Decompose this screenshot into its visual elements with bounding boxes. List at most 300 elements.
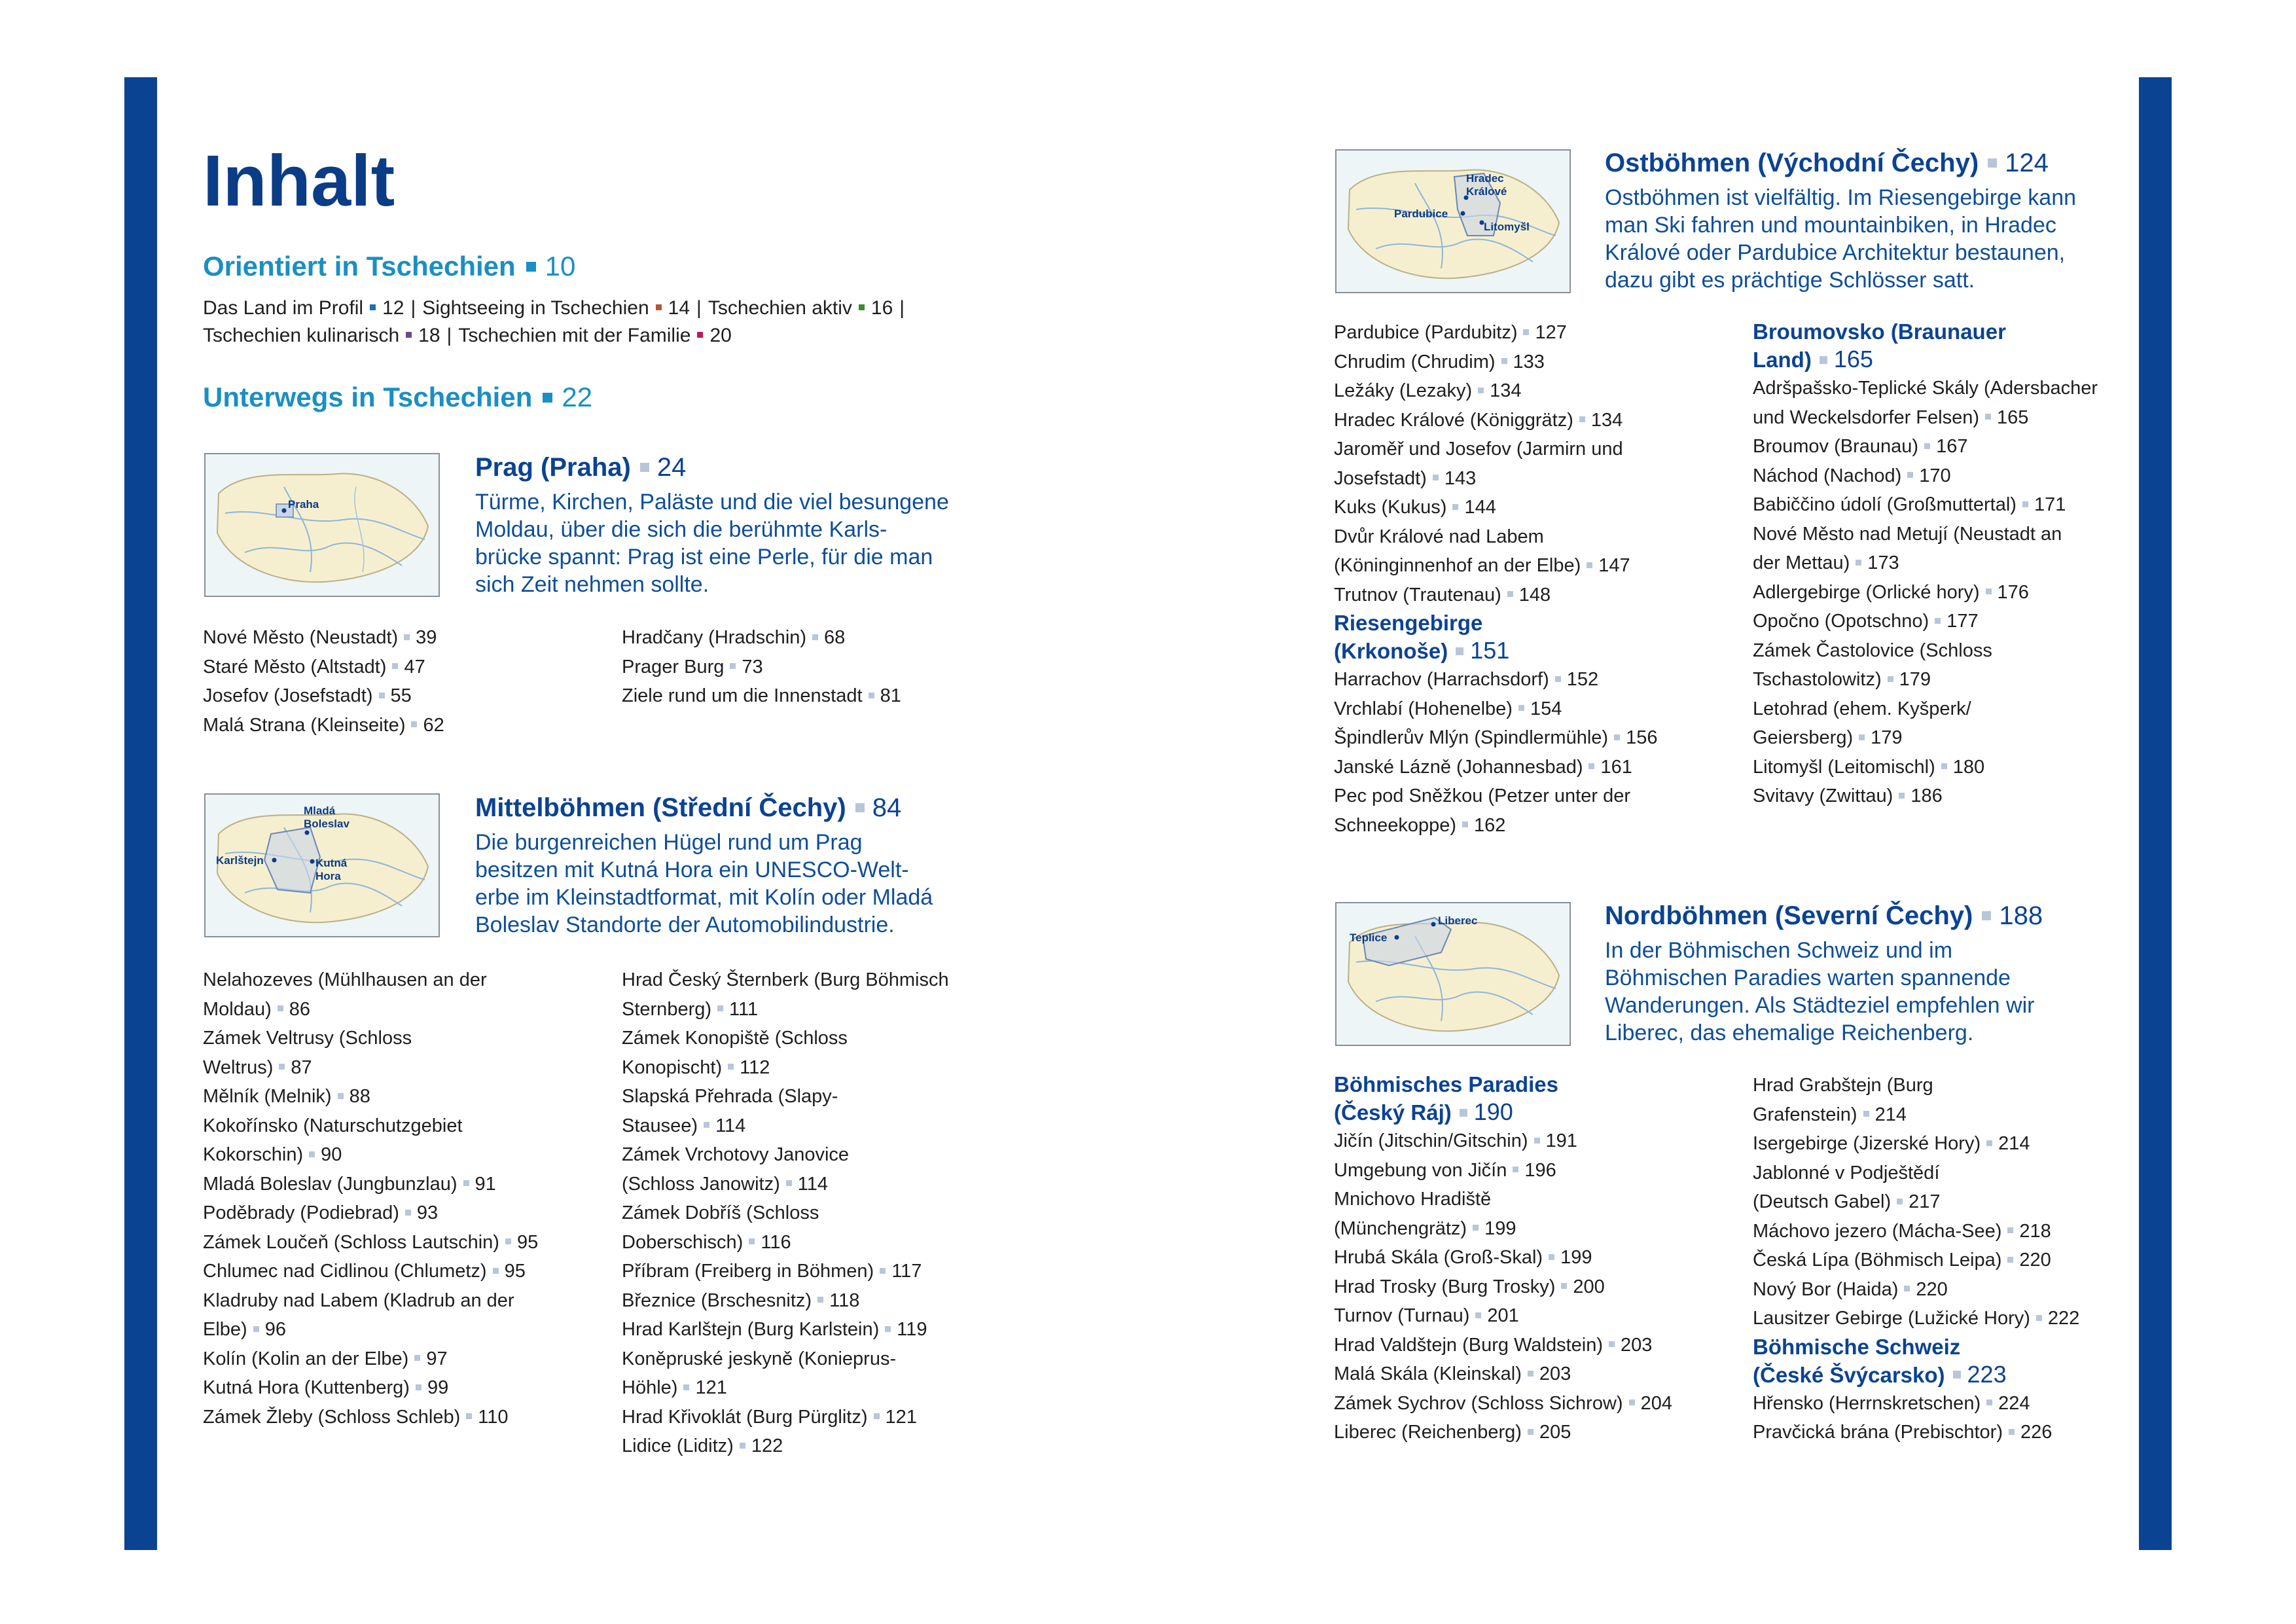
- page-square-icon: [1924, 443, 1930, 449]
- page-square-icon: [1462, 821, 1468, 827]
- map-label: Králové: [1466, 185, 1507, 198]
- toc-entry[interactable]: [203, 1228, 609, 1257]
- entry-page: 90: [321, 1144, 342, 1165]
- entry-label: Adlergebirge (Orlické hory): [1753, 581, 1980, 603]
- page-square-icon: [656, 304, 662, 310]
- entry-label: Josefov (Josefstadt): [203, 685, 373, 706]
- page-square-icon: [1899, 793, 1905, 799]
- entry-page: 165: [1997, 406, 2029, 428]
- description-line: besitzen mit Kutná Hora ein UNESCO-Welt-: [475, 857, 909, 882]
- orientiert-title: Orientiert in Tschechien: [203, 251, 516, 281]
- entry-page: 133: [1513, 351, 1545, 372]
- entry-label: Kokořínsko (Naturschutzgebiet: [203, 1115, 463, 1136]
- map-label: Boleslav: [304, 818, 350, 830]
- page-square-icon: [1897, 1199, 1903, 1204]
- entry-page: 179: [1899, 669, 1931, 690]
- page-square-icon: [855, 803, 865, 812]
- mittel-entries-col1: [203, 965, 609, 1432]
- toc-entry[interactable]: [203, 711, 609, 740]
- page-square-icon: [466, 1413, 472, 1419]
- toc-entry[interactable]: [622, 1140, 1028, 1199]
- entry-label: Hradčany (Hradschin): [622, 627, 807, 648]
- ost-page: 124: [2005, 149, 2049, 177]
- toc-entry[interactable]: [1334, 665, 1740, 695]
- entry-label: Pec pod Sněžkou (Petzer unter der: [1334, 785, 1630, 806]
- entry-page: 95: [516, 1231, 539, 1253]
- toc-entry[interactable]: [1334, 1243, 1740, 1272]
- page-square-icon: [728, 1064, 734, 1070]
- entry-page: 177: [1946, 611, 1979, 632]
- page-square-icon: [278, 1005, 283, 1011]
- page-square-icon: [640, 463, 649, 472]
- toc-entry[interactable]: [203, 1286, 609, 1344]
- toc-entry[interactable]: [1753, 1159, 2139, 1217]
- orientiert-line-2: [203, 322, 956, 350]
- description-line: Die burgenreichen Hügel rund um Prag: [475, 830, 863, 855]
- topic-link[interactable]: Tschechien kulinarisch: [203, 325, 400, 346]
- page-square-icon: [1629, 1399, 1635, 1405]
- topic-link[interactable]: Tschechien aktiv: [708, 297, 852, 319]
- entry-label: Staré Město (Altstadt): [203, 656, 387, 677]
- entry-label: Svitavy (Zwittau): [1753, 785, 1893, 806]
- toc-entry[interactable]: [1753, 1071, 2139, 1129]
- orientiert-line-1: [203, 295, 956, 322]
- toc-entry[interactable]: [1753, 490, 2139, 520]
- toc-entry[interactable]: [622, 1257, 1028, 1286]
- toc-entry[interactable]: [1334, 522, 1740, 581]
- entry-page: 218: [2019, 1220, 2051, 1242]
- entry-label-cont: (Münchengrätz): [1334, 1218, 1467, 1239]
- page-square-icon: [2036, 1315, 2042, 1321]
- entry-page: 199: [1484, 1218, 1516, 1239]
- page-square-icon: [392, 663, 398, 669]
- entry-label: Janské Lázně (Johannesbad): [1334, 756, 1583, 778]
- entry-label-cont: der Mettau): [1753, 552, 1850, 573]
- boehmisches-paradies-heading[interactable]: [1334, 1071, 1740, 1127]
- entry-page: 134: [1590, 409, 1623, 431]
- entry-label: Broumov (Braunau): [1753, 436, 1919, 457]
- entry-label: Prager Burg: [622, 656, 725, 677]
- toc-entry[interactable]: [203, 1170, 609, 1199]
- page-square-icon: [730, 663, 736, 669]
- entry-label: Zámek Častolovice (Schloss: [1753, 640, 1992, 661]
- description-line: brücke spannt: Prag ist eine Perle, für die man: [475, 545, 933, 569]
- entry-label: Jičín (Jitschin/Gitschin): [1334, 1130, 1528, 1151]
- unterwegs-heading[interactable]: [203, 381, 592, 414]
- entry-page: 122: [751, 1435, 783, 1456]
- entry-page: 201: [1487, 1305, 1519, 1326]
- entry-label: Poděbrady (Podiebrad): [203, 1202, 399, 1223]
- toc-entry[interactable]: [1334, 581, 1740, 610]
- page-square-icon: [859, 304, 865, 310]
- map-label: Liberec: [1438, 914, 1478, 927]
- toc-entry[interactable]: [1334, 1360, 1740, 1389]
- page-square-icon: [1988, 158, 1997, 168]
- toc-entry[interactable]: [203, 1024, 609, 1082]
- page-square-icon: [1609, 1341, 1615, 1347]
- toc-entry[interactable]: [1334, 1301, 1740, 1331]
- page-square-icon: [463, 1180, 469, 1186]
- toc-entry[interactable]: [1334, 695, 1740, 724]
- nord-description: [1605, 937, 2128, 1047]
- entry-label: Nelahozeves (Mühlhausen an der: [203, 969, 487, 990]
- entry-label: Hrad Karlštejn (Burg Karlstein): [622, 1319, 880, 1340]
- page-square-icon: [1507, 591, 1513, 597]
- toc-entry[interactable]: [1753, 1275, 2139, 1305]
- description-line: Ostböhmen ist vielfältig. Im Riesengebirge kann: [1605, 185, 2077, 210]
- toc-entry[interactable]: [622, 1024, 1028, 1082]
- page-square-icon: [874, 1413, 880, 1419]
- page-square-icon: [1820, 356, 1827, 364]
- broumovsko-page: 165: [1833, 346, 1873, 372]
- mittel-region-map: [204, 793, 440, 937]
- nord-heading[interactable]: [1605, 900, 2043, 931]
- entry-page: 143: [1444, 467, 1477, 489]
- toc-entry[interactable]: [203, 1082, 609, 1111]
- topic-link[interactable]: Das Land im Profil: [203, 297, 364, 319]
- mittel-page: 84: [872, 793, 902, 822]
- entry-page: 224: [1998, 1392, 2030, 1414]
- page-square-icon: [1433, 475, 1439, 480]
- entry-page: 127: [1535, 322, 1567, 343]
- toc-entry[interactable]: [1753, 607, 2139, 636]
- page-square-icon: [869, 693, 874, 698]
- page-square-icon: [309, 1151, 315, 1157]
- prag-entries-col1: [203, 623, 609, 740]
- orientiert-heading[interactable]: [203, 250, 575, 283]
- toc-entry[interactable]: [1334, 348, 1740, 377]
- page-square-icon: [526, 262, 536, 272]
- prag-entries-col2: [622, 623, 1028, 711]
- page-square-icon: [740, 1443, 745, 1449]
- entry-label: Náchod (Nachod): [1753, 465, 1902, 486]
- entry-label-cont: Höhle): [622, 1377, 678, 1398]
- page-square-icon: [683, 1384, 689, 1390]
- map-label: Kutná: [315, 857, 348, 869]
- toc-entry[interactable]: [1334, 1389, 1740, 1418]
- entry-label: Dvůr Králové nad Labem: [1334, 526, 1544, 547]
- ost-heading[interactable]: [1605, 147, 2049, 179]
- entry-page: 55: [390, 685, 412, 706]
- entry-label: Kolín (Kolin an der Elbe): [203, 1348, 409, 1369]
- toc-entry[interactable]: [622, 1432, 1028, 1461]
- entry-label-cont: (Schloss Janowitz): [622, 1173, 780, 1195]
- entry-label: Špindlerův Mlýn (Spindlermühle): [1334, 727, 1609, 748]
- ost-region-map: [1335, 149, 1571, 293]
- page-square-icon: [1518, 705, 1524, 711]
- entry-label: Zámek Veltrusy (Schloss: [203, 1028, 412, 1049]
- entry-label: Litomyšl (Leitomischl): [1753, 756, 1935, 778]
- description-line: Liberec, das ehemalige Reichenberg.: [1605, 1020, 1974, 1045]
- entry-label: Příbram (Freiberg in Böhmen): [622, 1261, 874, 1282]
- paradies-page: 190: [1473, 1098, 1513, 1125]
- schweiz-page: 223: [1967, 1360, 2007, 1388]
- toc-entry[interactable]: [1334, 782, 1740, 840]
- page-square-icon: [1982, 911, 1991, 920]
- description-line: dazu gibt es prächtige Schlösser satt.: [1605, 268, 1975, 293]
- entry-label: Babiččino údolí (Großmuttertal): [1753, 494, 2017, 515]
- topic-link[interactable]: Sightseeing in Tschechien: [422, 297, 649, 319]
- riesengebirge-title-1: Riesengebirge: [1334, 611, 1483, 635]
- toc-entry[interactable]: [622, 1344, 1028, 1403]
- entry-page: 203: [1621, 1334, 1653, 1356]
- toc-entry[interactable]: [1334, 1331, 1740, 1360]
- toc-entry[interactable]: [203, 1403, 609, 1432]
- toc-entry[interactable]: [203, 1373, 609, 1403]
- toc-entry[interactable]: [622, 965, 1028, 1024]
- entry-page: 87: [291, 1056, 312, 1078]
- entry-page: 95: [504, 1261, 526, 1282]
- description-line: man Ski fahren und mountainbiken, in Hradec: [1605, 213, 2056, 238]
- entry-label-cont: Grafenstein): [1753, 1104, 1857, 1125]
- page-square-icon: [1888, 676, 1893, 682]
- map-label: Mladá: [304, 804, 336, 817]
- page-square-icon: [749, 1238, 755, 1244]
- page-square-icon: [1473, 1225, 1479, 1231]
- entry-label: Mnichovo Hradiště: [1334, 1189, 1492, 1210]
- toc-entry[interactable]: [1753, 695, 2139, 753]
- toc-entry[interactable]: [1334, 723, 1740, 753]
- toc-entry[interactable]: [1334, 318, 1740, 348]
- toc-entry[interactable]: [203, 653, 609, 682]
- entry-page: 154: [1530, 698, 1562, 719]
- page-square-icon: [786, 1180, 792, 1186]
- entry-page: 152: [1566, 669, 1599, 690]
- entry-label: Hřensko (Herrnskretschen): [1753, 1392, 1981, 1414]
- page-square-icon: [1856, 560, 1861, 566]
- toc-entry[interactable]: [1334, 1272, 1740, 1302]
- entry-label: Hrubá Skála (Groß-Skal): [1334, 1247, 1543, 1268]
- page-square-icon: [812, 634, 818, 640]
- map-label: Hradec: [1466, 172, 1504, 185]
- toc-entry[interactable]: [1334, 493, 1740, 522]
- page-square-icon: [543, 393, 552, 403]
- page-square-icon: [817, 1297, 823, 1303]
- toc-entry[interactable]: [1753, 1389, 2139, 1418]
- entry-page: 200: [1573, 1276, 1605, 1297]
- entry-page: 156: [1626, 727, 1658, 748]
- toc-entry[interactable]: [622, 623, 1028, 653]
- entry-label: Hrad Valdštejn (Burg Waldstein): [1334, 1334, 1603, 1356]
- mittel-heading[interactable]: [475, 792, 901, 823]
- entry-page: 176: [1997, 581, 2029, 603]
- entry-label-cont: Stausee): [622, 1115, 698, 1136]
- page-square-icon: [704, 1122, 709, 1128]
- entry-label: Březnice (Brschesnitz): [622, 1290, 812, 1311]
- topic-page: 20: [709, 325, 732, 346]
- entry-label: Hrad Trosky (Burg Trosky): [1334, 1276, 1556, 1297]
- page-square-icon: [1523, 329, 1529, 335]
- entry-page: 99: [427, 1377, 449, 1398]
- page-square-icon: [1588, 763, 1594, 769]
- toc-entry[interactable]: [622, 1403, 1028, 1432]
- separator: |: [446, 325, 452, 346]
- entry-label: Zámek Konopiště (Schloss: [622, 1028, 848, 1049]
- entry-page: 88: [349, 1086, 370, 1107]
- toc-entry[interactable]: [1753, 520, 2139, 578]
- entry-page: 62: [423, 714, 444, 736]
- broumovsko-title-1: Broumovsko (Braunauer: [1753, 319, 2006, 344]
- entry-page: 121: [695, 1377, 727, 1398]
- entry-page: 117: [891, 1261, 922, 1282]
- entry-label: Turnov (Turnau): [1334, 1305, 1470, 1326]
- page-square-icon: [697, 332, 703, 338]
- entry-page: 96: [264, 1319, 286, 1340]
- page-square-icon: [1549, 1254, 1554, 1260]
- entry-label: Liberec (Reichenberg): [1334, 1422, 1522, 1443]
- toc-entry[interactable]: [1753, 782, 2139, 811]
- description-line: In der Böhmischen Schweiz und im: [1605, 938, 1953, 963]
- page-square-icon: [1561, 1283, 1567, 1289]
- entry-label: Opočno (Opotschno): [1753, 611, 1929, 632]
- toc-entry[interactable]: [203, 1257, 609, 1286]
- toc-entry[interactable]: [1753, 578, 2139, 607]
- entry-label: Zámek Dobříš (Schloss: [622, 1202, 819, 1223]
- nord-title: Nordböhmen (Severní Čechy): [1605, 901, 1973, 930]
- schweiz-title-2: (České Švýcarsko): [1753, 1362, 1945, 1387]
- prag-heading[interactable]: [475, 452, 686, 483]
- entry-page: 167: [1936, 436, 1968, 457]
- ost-entries-col2: [1753, 318, 2139, 811]
- toc-entry[interactable]: [1334, 1127, 1740, 1156]
- page-square-icon: [493, 1268, 499, 1274]
- map-label: Karlštejn: [216, 854, 264, 867]
- boehmische-schweiz-heading[interactable]: [1753, 1333, 2139, 1389]
- toc-entry[interactable]: [1753, 374, 2139, 432]
- page-square-icon: [1501, 358, 1507, 364]
- entry-label-cont: Elbe): [203, 1319, 247, 1340]
- entry-label: Letohrad (ehem. Kyšperk/: [1753, 698, 1971, 719]
- page-square-icon: [1907, 472, 1913, 478]
- page-square-icon: [1904, 1286, 1910, 1291]
- entry-label: Pravčická brána (Prebischtor): [1753, 1422, 2003, 1443]
- entry-label-cont: Doberschisch): [622, 1231, 744, 1253]
- entry-label: Nové Město (Neustadt): [203, 627, 399, 648]
- page-square-icon: [1614, 734, 1620, 740]
- entry-page: 93: [416, 1202, 439, 1223]
- orientiert-page: 10: [545, 251, 576, 281]
- toc-entry[interactable]: [1334, 376, 1740, 406]
- toc-entry[interactable]: [203, 623, 609, 653]
- map-label: Pardubice: [1394, 208, 1448, 220]
- page-square-icon: [1478, 388, 1484, 393]
- entry-label-cont: Konopischt): [622, 1056, 723, 1078]
- toc-entry[interactable]: [1753, 1129, 2139, 1159]
- page-square-icon: [717, 1005, 723, 1011]
- page-square-icon: [1452, 504, 1458, 510]
- entry-page: 214: [1874, 1104, 1907, 1125]
- entry-page: 220: [1916, 1278, 1948, 1300]
- entry-label-cont: Weltrus): [203, 1056, 274, 1078]
- paradies-title-2: (Český Ráj): [1334, 1100, 1452, 1125]
- toc-entry[interactable]: [1334, 1418, 1740, 1447]
- entry-label: Mělník (Melnik): [203, 1086, 332, 1107]
- toc-entry[interactable]: [1753, 636, 2139, 695]
- toc-entry[interactable]: [1334, 1185, 1740, 1243]
- entry-page: 119: [897, 1319, 927, 1340]
- description-line: Moldau, über die sich die berühmte Karls-: [475, 517, 888, 542]
- toc-entry[interactable]: [203, 1199, 609, 1228]
- toc-entry[interactable]: [203, 1344, 609, 1374]
- toc-entry[interactable]: [1753, 1246, 2139, 1275]
- entry-label-cont: Moldau): [203, 998, 272, 1020]
- toc-entry[interactable]: [622, 653, 1028, 682]
- page-square-icon: [1456, 647, 1463, 655]
- page-square-icon: [416, 1384, 422, 1390]
- entry-label: Hrad Křivoklát (Burg Pürglitz): [622, 1406, 868, 1428]
- right-edge-bar: [2139, 77, 2172, 1550]
- entry-label: Chlumec nad Cidlinou (Chlumetz): [203, 1261, 487, 1282]
- entry-label-cont: Kokorschin): [203, 1144, 304, 1165]
- unterwegs-title: Unterwegs in Tschechien: [203, 382, 533, 412]
- page-square-icon: [1935, 618, 1941, 624]
- toc-entry[interactable]: [203, 681, 609, 711]
- page-square-icon: [1460, 1109, 1467, 1117]
- mittel-description: [475, 829, 1012, 939]
- toc-entry[interactable]: [1334, 406, 1740, 435]
- page-square-icon: [279, 1064, 285, 1070]
- description-line: Králové oder Pardubice Architektur bestaunen,: [1605, 240, 2066, 265]
- entry-page: 171: [2034, 494, 2066, 515]
- toc-entry[interactable]: [1753, 753, 2139, 782]
- nord-page: 188: [1999, 901, 2043, 930]
- entry-page: 144: [1464, 497, 1496, 518]
- toc-entry[interactable]: [1753, 461, 2139, 491]
- map-label: Litomyšl: [1484, 221, 1530, 233]
- entry-page: 170: [1919, 465, 1951, 486]
- riesengebirge-page: 151: [1470, 637, 1510, 664]
- page-square-icon: [405, 1210, 411, 1216]
- toc-entry[interactable]: [622, 1199, 1028, 1257]
- entry-label: Hrad Grabštejn (Burg: [1753, 1075, 1933, 1096]
- toc-entry[interactable]: [203, 965, 609, 1024]
- toc-entry[interactable]: [622, 1315, 1028, 1344]
- toc-entry[interactable]: [1753, 1304, 2139, 1333]
- page-square-icon: [414, 1355, 420, 1361]
- toc-entry[interactable]: [1753, 1217, 2139, 1246]
- page-square-icon: [338, 1093, 344, 1099]
- page-square-icon: [1579, 416, 1585, 422]
- toc-entry[interactable]: [1334, 753, 1740, 782]
- page-square-icon: [1986, 1399, 1992, 1405]
- entry-page: 186: [1910, 785, 1943, 806]
- topic-link[interactable]: Tschechien mit der Familie: [458, 325, 691, 346]
- toc-entry[interactable]: [622, 681, 1028, 711]
- entry-label: Mladá Boleslav (Jungbunzlau): [203, 1173, 457, 1195]
- toc-entry[interactable]: [622, 1286, 1028, 1316]
- riesengebirge-heading[interactable]: [1334, 609, 1740, 665]
- map-label: Praha: [288, 498, 319, 511]
- entry-page: 196: [1524, 1159, 1556, 1181]
- page-square-icon: [1863, 1111, 1869, 1117]
- toc-entry[interactable]: [203, 1111, 609, 1170]
- entry-page: 114: [715, 1115, 746, 1136]
- entry-page: 111: [729, 998, 759, 1020]
- description-line: Türme, Kirchen, Paläste und die viel besungene: [475, 490, 949, 514]
- toc-entry[interactable]: [1334, 435, 1740, 493]
- description-line: Boleslav Standorte der Automobilindustrie.: [475, 912, 895, 937]
- page-square-icon: [1513, 1166, 1518, 1172]
- entry-label: Hradec Králové (Königgrätz): [1334, 409, 1573, 431]
- toc-entry[interactable]: [1334, 1156, 1740, 1185]
- page-square-icon: [1528, 1371, 1534, 1377]
- entry-label: Slapská Přehrada (Slapy-: [622, 1086, 838, 1107]
- toc-entry[interactable]: [622, 1082, 1028, 1140]
- page-square-icon: [880, 1268, 886, 1274]
- broumovsko-heading[interactable]: [1753, 318, 2139, 374]
- toc-entry[interactable]: [1753, 432, 2139, 461]
- toc-entry[interactable]: [1753, 1418, 2139, 1447]
